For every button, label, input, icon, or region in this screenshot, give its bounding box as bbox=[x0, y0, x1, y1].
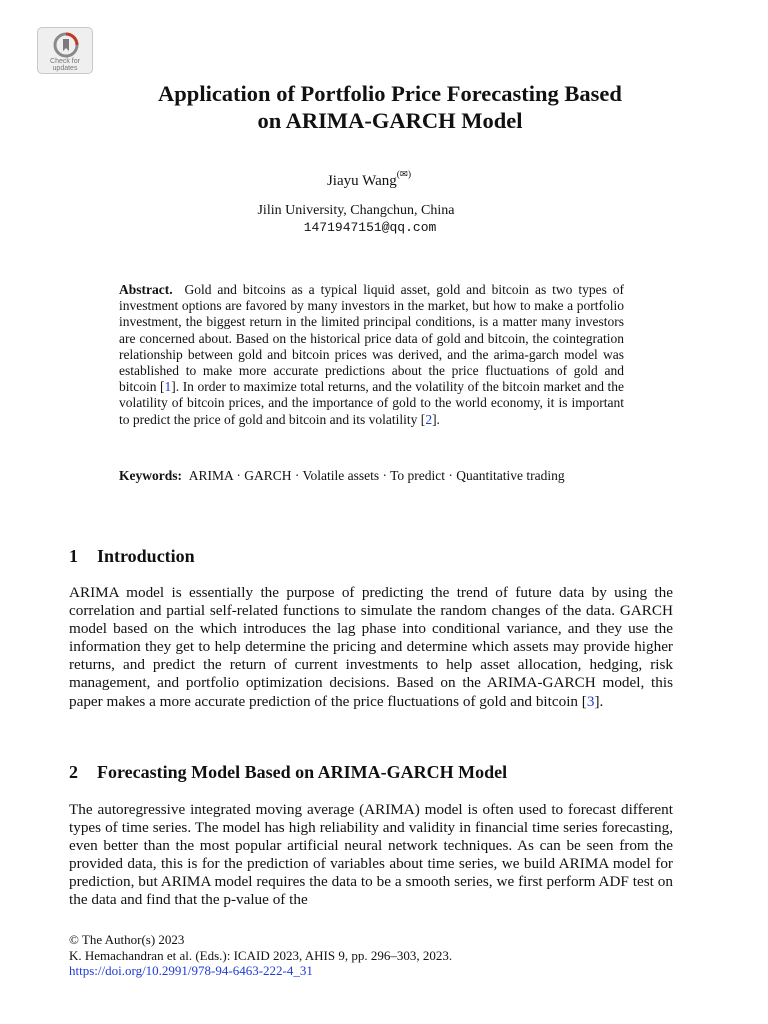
forecasting-paragraph: The autoregressive integrated moving average (ARIMA) model is often used to forecast different types of time series. The model has high reliability and validity in financial time series forecasting, even better than the most popular artificial neural network techniques. As can be seen from the provided data, this is for the prediction of variables about time series, we build ARIMA model for prediction, but ARIMA model requires the data to be a smooth series, we first perform ADF test on the data and find that the p-value of the bbox=[69, 801, 673, 909]
author-email[interactable]: 1471947151@qq.com bbox=[303, 220, 437, 235]
citation-link-3[interactable]: 3 bbox=[586, 692, 595, 710]
abstract-text-c: ]. bbox=[432, 411, 440, 427]
intro-text-b: ]. bbox=[594, 692, 604, 710]
citation-link-2[interactable]: 2 bbox=[425, 411, 433, 427]
envelope-icon[interactable]: (✉) bbox=[396, 170, 412, 180]
doi-link[interactable]: https://doi.org/10.2991/978-94-6463-222-4_31 bbox=[69, 963, 313, 978]
author-line bbox=[0, 171, 738, 190]
affiliation: Jilin University, Changchun, China bbox=[257, 203, 455, 218]
section-number: 1 bbox=[69, 546, 78, 566]
badge-label bbox=[38, 58, 92, 72]
abstract-text-b: ]. In order to maximize total returns, and the volatility of the bitcoin market and the volatility of bitcoin prices, and the importance of gold to the world economy, it is important to predict the price of gold and bitcoin and its volatility [ bbox=[119, 379, 624, 427]
check-for-updates-icon bbox=[53, 32, 79, 58]
keywords bbox=[119, 468, 624, 485]
section-heading-introduction bbox=[69, 546, 195, 567]
section-heading-forecasting bbox=[69, 762, 507, 783]
keywords-text: ARIMA · GARCH · Volatile assets · To predict · Quantitative trading bbox=[188, 468, 565, 483]
abstract-label: Abstract. bbox=[119, 282, 173, 297]
keywords-label: Keywords: bbox=[119, 468, 182, 483]
page-footer bbox=[69, 932, 452, 979]
badge-line-2: updates bbox=[52, 65, 78, 72]
citation-link-1[interactable]: 1 bbox=[164, 379, 172, 395]
badge-line-1: Check for bbox=[50, 58, 80, 65]
abstract bbox=[119, 282, 624, 428]
section-number: 2 bbox=[69, 762, 78, 782]
section-title: Forecasting Model Based on ARIMA-GARCH Model bbox=[97, 762, 508, 782]
paper-title bbox=[90, 80, 690, 134]
intro-text-a: ARIMA model is essentially the purpose of predicting the trend of future data by using the correlation and partial self-related functions to simulate the random changes of the data. GARCH model based on the which introduces the lag phase into conditional variance, and they use the information they get to help determine the pricing and determine which assets may provide higher returns, and predict the return of current investments to help asset allocation, hedging, risk management, and portfolio optimization decisions. Based on the ARIMA-GARCH model, this paper makes a more accurate prediction of the price fluctuations of gold and bitcoin [ bbox=[69, 584, 673, 710]
check-for-updates-badge[interactable] bbox=[37, 27, 93, 74]
abstract-text-a: Gold and bitcoins as a typical liquid asset, gold and bitcoin as two types of investment options are favored by many investors in the market, but how to make a portfolio investment, the biggest return in the limited principal conditions, is a matter many investors are concerned about. Based on the historical price data of gold and bitcoin, the cointegration relationship between gold and bitcoin prices was derived, and the arima-garch model was established to make more accurate predictions about the price fluctuations of gold and bitcoin [ bbox=[119, 282, 625, 395]
title-line-2: on ARIMA-GARCH Model bbox=[257, 108, 523, 133]
author-name: Jiayu Wang bbox=[326, 173, 397, 189]
introduction-paragraph bbox=[69, 584, 673, 711]
section-title: Introduction bbox=[97, 546, 195, 566]
citation-line: K. Hemachandran et al. (Eds.): ICAID 2023, AHIS 9, pp. 296–303, 2023. bbox=[69, 947, 453, 963]
title-line-1: Application of Portfolio Price Forecasting Based bbox=[158, 81, 622, 106]
copyright-line: © The Author(s) 2023 bbox=[69, 932, 185, 947]
